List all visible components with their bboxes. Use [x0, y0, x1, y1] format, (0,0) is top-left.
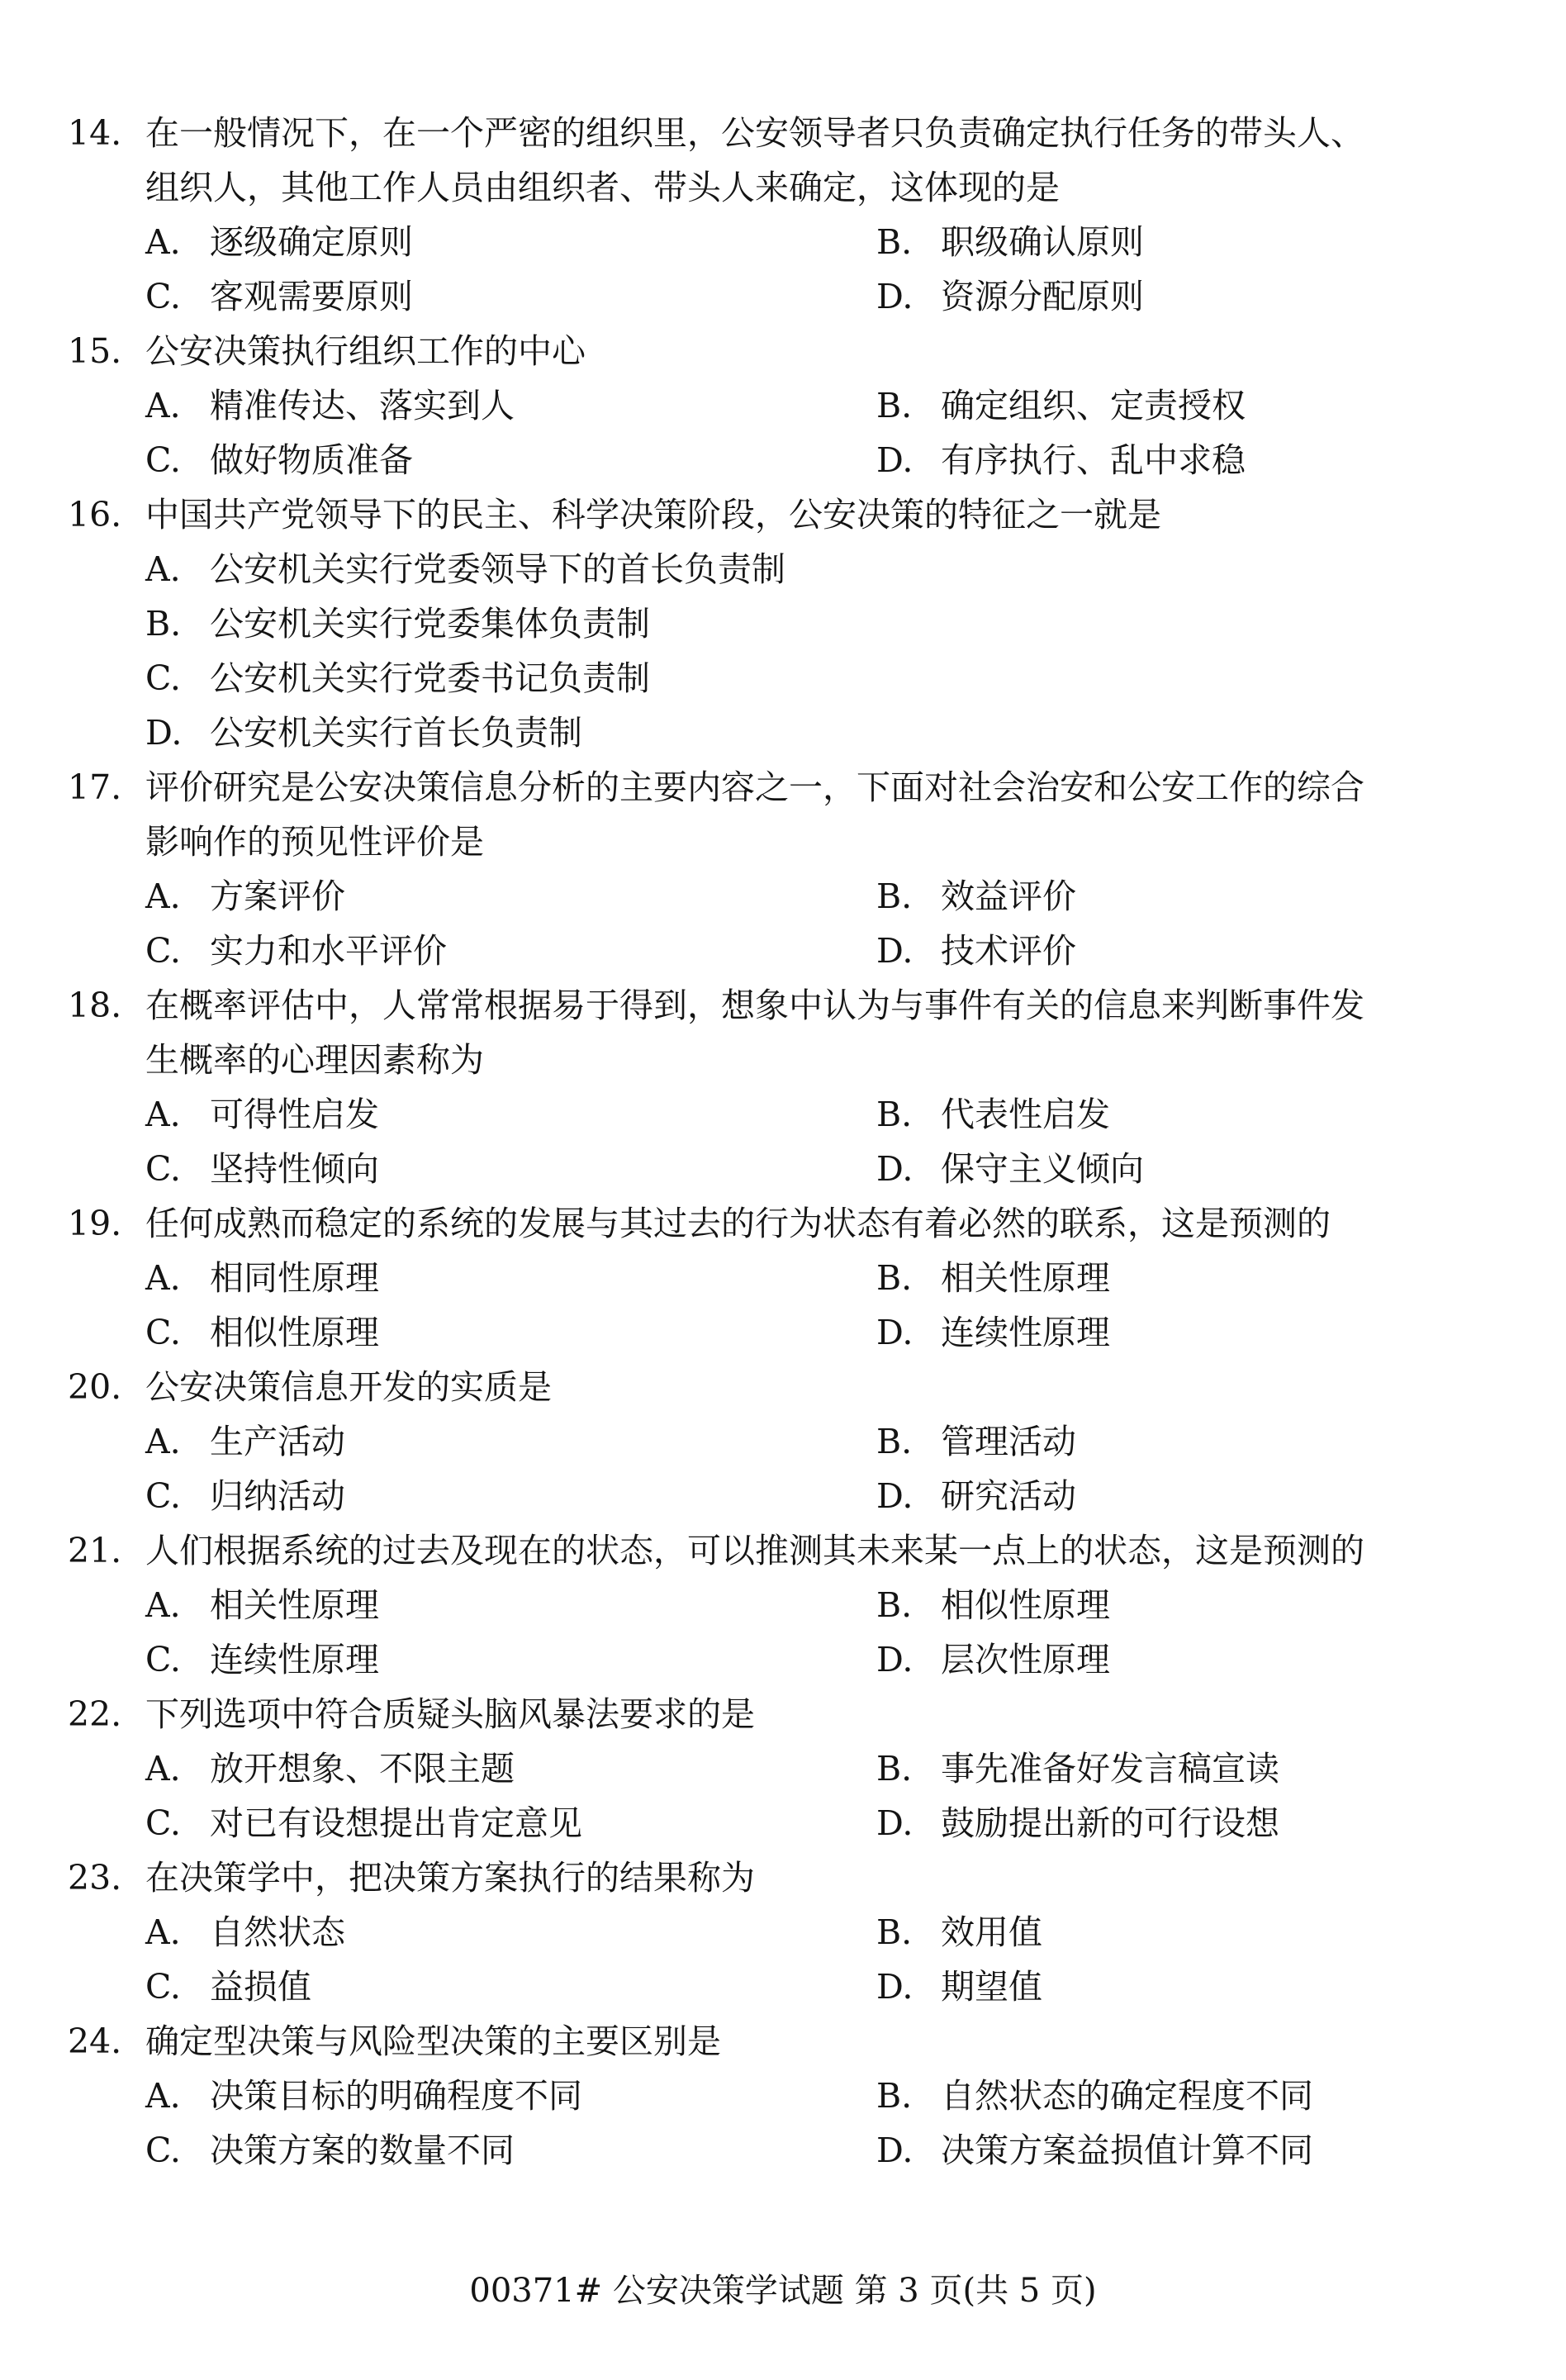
- option-text: 益损值: [210, 1967, 311, 2007]
- answer-option: [145, 705, 1467, 760]
- option-text: 客观需要原则: [210, 277, 413, 316]
- option-text: 生产活动: [210, 1422, 345, 1461]
- option-list: [145, 2069, 1472, 2178]
- answer-option: [145, 651, 1467, 705]
- option-list: [145, 869, 1472, 978]
- option-letter: D.: [876, 931, 914, 971]
- question-number: 17.: [68, 767, 122, 807]
- option-letter: D.: [876, 277, 914, 316]
- option-text: 相似性原理: [210, 1313, 379, 1352]
- option-text: 层次性原理: [941, 1640, 1110, 1679]
- option-letter: D.: [876, 2131, 914, 2170]
- question-stem: [68, 106, 1472, 215]
- answer-option: [876, 2069, 1504, 2123]
- question-text-line: 生概率的心理因素称为: [145, 1040, 484, 1080]
- answer-option: [876, 1414, 1504, 1469]
- question-number: 19.: [68, 1204, 122, 1243]
- option-text: 精准传达、落实到人: [210, 386, 515, 425]
- option-letter: A.: [145, 876, 181, 916]
- question-number: 24.: [68, 2021, 122, 2061]
- option-letter: C.: [145, 1476, 181, 1516]
- option-text: 自然状态: [210, 1912, 345, 1952]
- question-text-line: 中国共产党领导下的民主、科学决策阶段，公安决策的特征之一就是: [145, 495, 1161, 534]
- option-text: 确定组织、定责授权: [941, 386, 1246, 425]
- question-text-line: 任何成熟而稳定的系统的发展与其过去的行为状态有着必然的联系，这是预测的: [145, 1204, 1331, 1243]
- question-number: 18.: [68, 986, 122, 1025]
- question-stem: [68, 1523, 1472, 1578]
- option-letter: D.: [876, 1640, 914, 1679]
- option-letter: B.: [876, 222, 913, 262]
- option-letter: B.: [876, 1912, 913, 1952]
- question-item: [68, 106, 1472, 324]
- option-text: 公安机关实行党委集体负责制: [210, 604, 650, 644]
- option-letter: A.: [145, 1585, 181, 1625]
- option-text: 效用值: [941, 1912, 1042, 1952]
- option-text: 资源分配原则: [941, 277, 1144, 316]
- question-number: 14.: [68, 113, 122, 153]
- question-item: [68, 2014, 1472, 2178]
- question-text-line: 组织人，其他工作人员由组织者、带头人来确定，这体现的是: [145, 168, 1060, 207]
- question-item: [68, 760, 1472, 978]
- question-text: [145, 106, 1472, 215]
- option-letter: A.: [145, 2076, 181, 2116]
- question-text-line: 公安决策信息开发的实质是: [145, 1367, 552, 1407]
- option-letter: B.: [876, 876, 913, 916]
- question-stem: [68, 1850, 1472, 1905]
- option-text: 相似性原理: [941, 1585, 1110, 1625]
- option-list: [145, 1251, 1472, 1360]
- option-letter: D.: [876, 1313, 914, 1352]
- option-letter: C.: [145, 658, 181, 698]
- option-letter: C.: [145, 2131, 181, 2170]
- answer-option: [876, 1905, 1504, 1960]
- question-stem: [68, 487, 1472, 542]
- option-letter: C.: [145, 1967, 181, 2007]
- answer-option: [876, 1469, 1504, 1523]
- option-letter: D.: [876, 1476, 914, 1516]
- option-letter: D.: [876, 1967, 914, 2007]
- option-letter: A.: [145, 1095, 181, 1134]
- question-item: [68, 1850, 1472, 2014]
- option-list: [145, 1414, 1472, 1523]
- question-text: [145, 1687, 1472, 1741]
- option-text: 管理活动: [941, 1422, 1076, 1461]
- answer-option: [145, 924, 876, 978]
- option-text: 相关性原理: [210, 1585, 379, 1625]
- answer-option: [145, 269, 876, 324]
- question-number: 16.: [68, 495, 122, 534]
- question-stem: [68, 760, 1472, 869]
- question-item: [68, 487, 1472, 760]
- answer-option: [145, 378, 876, 433]
- option-text: 决策目标的明确程度不同: [210, 2076, 582, 2116]
- option-text: 连续性原理: [210, 1640, 379, 1679]
- option-text: 有序执行、乱中求稳: [941, 440, 1246, 480]
- answer-option: [145, 433, 876, 487]
- answer-option: [876, 269, 1504, 324]
- option-text: 决策方案益损值计算不同: [941, 2131, 1313, 2170]
- option-letter: C.: [145, 277, 181, 316]
- option-letter: B.: [876, 386, 913, 425]
- option-letter: C.: [145, 440, 181, 480]
- option-text: 相同性原理: [210, 1258, 379, 1298]
- option-list: [145, 215, 1472, 324]
- question-text-line: 人们根据系统的过去及现在的状态，可以推测其未来某一点上的状态，这是预测的: [145, 1531, 1364, 1570]
- option-list: [145, 1741, 1472, 1850]
- option-list: [145, 1578, 1472, 1687]
- question-number: 15.: [68, 331, 122, 371]
- question-number: 22.: [68, 1694, 122, 1734]
- option-text: 事先准备好发言稿宣读: [941, 1749, 1279, 1789]
- answer-option: [876, 2123, 1504, 2178]
- option-letter: C.: [145, 1640, 181, 1679]
- question-item: [68, 1360, 1472, 1523]
- option-list: [145, 1087, 1472, 1196]
- answer-option: [145, 1469, 876, 1523]
- answer-option: [145, 1414, 876, 1469]
- answer-option: [876, 1741, 1504, 1796]
- option-text: 坚持性倾向: [210, 1149, 379, 1189]
- question-text-line: 在概率评估中，人常常根据易于得到，想象中认为与事件有关的信息来判断事件发: [145, 986, 1364, 1025]
- question-number: 20.: [68, 1367, 122, 1407]
- option-list: [145, 1905, 1472, 2014]
- option-letter: B.: [876, 1095, 913, 1134]
- question-item: [68, 1523, 1472, 1687]
- question-item: [68, 1687, 1472, 1850]
- question-stem: [68, 2014, 1472, 2069]
- option-text: 归纳活动: [210, 1476, 345, 1516]
- question-text: [145, 978, 1472, 1087]
- question-text-line: 下列选项中符合质疑头脑风暴法要求的是: [145, 1694, 755, 1734]
- answer-option: [876, 1796, 1504, 1850]
- answer-option: [145, 1305, 876, 1360]
- answer-option: [145, 215, 876, 269]
- option-letter: D.: [876, 1149, 914, 1189]
- option-letter: A.: [145, 549, 181, 589]
- answer-option: [145, 2069, 876, 2123]
- option-text: 对已有设想提出肯定意见: [210, 1803, 582, 1843]
- option-letter: A.: [145, 386, 181, 425]
- answer-option: [876, 1251, 1504, 1305]
- question-text: [145, 760, 1472, 869]
- option-letter: A.: [145, 1749, 181, 1789]
- question-item: [68, 324, 1472, 487]
- question-number: 23.: [68, 1858, 122, 1898]
- question-text-line: 影响作的预见性评价是: [145, 822, 484, 862]
- answer-option: [145, 1741, 876, 1796]
- option-text: 期望值: [941, 1967, 1042, 2007]
- answer-option: [876, 1632, 1504, 1687]
- answer-option: [145, 1632, 876, 1687]
- option-text: 技术评价: [941, 931, 1076, 971]
- question-text: [145, 324, 1472, 378]
- option-text: 自然状态的确定程度不同: [941, 2076, 1313, 2116]
- question-number: 21.: [68, 1531, 122, 1570]
- answer-option: [145, 1251, 876, 1305]
- page-footer: 00371# 公安决策学试题 第 3 页(共 5 页): [469, 2272, 1097, 2310]
- answer-option: [145, 596, 1467, 651]
- question-item: [68, 1196, 1472, 1360]
- option-text: 方案评价: [210, 876, 345, 916]
- question-text: [145, 1360, 1472, 1414]
- question-text: [145, 487, 1472, 542]
- answer-option: [145, 1578, 876, 1632]
- answer-option: [876, 215, 1504, 269]
- option-letter: A.: [145, 1912, 181, 1952]
- answer-option: [145, 542, 1467, 596]
- option-text: 公安机关实行首长负责制: [210, 713, 582, 753]
- option-letter: C.: [145, 1313, 181, 1352]
- option-letter: A.: [145, 1258, 181, 1298]
- option-text: 保守主义倾向: [941, 1149, 1144, 1189]
- question-text-line: 在一般情况下，在一个严密的组织里，公安领导者只负责确定执行任务的带头人、: [145, 113, 1364, 153]
- answer-option: [876, 1578, 1504, 1632]
- answer-option: [876, 1087, 1504, 1142]
- answer-option: [876, 869, 1504, 924]
- question-text-line: 公安决策执行组织工作的中心: [145, 331, 586, 371]
- answer-option: [876, 1960, 1504, 2014]
- option-text: 职级确认原则: [941, 222, 1144, 262]
- answer-option: [145, 869, 876, 924]
- option-letter: C.: [145, 1149, 181, 1189]
- option-text: 鼓励提出新的可行设想: [941, 1803, 1279, 1843]
- question-stem: [68, 1687, 1472, 1741]
- option-text: 相关性原理: [941, 1258, 1110, 1298]
- option-text: 效益评价: [941, 876, 1076, 916]
- question-text: [145, 1196, 1472, 1251]
- option-letter: A.: [145, 222, 181, 262]
- option-letter: C.: [145, 1803, 181, 1843]
- option-text: 决策方案的数量不同: [210, 2131, 515, 2170]
- answer-option: [876, 924, 1504, 978]
- question-stem: [68, 324, 1472, 378]
- option-letter: B.: [876, 1422, 913, 1461]
- option-text: 逐级确定原则: [210, 222, 413, 262]
- option-text: 放开想象、不限主题: [210, 1749, 515, 1789]
- question-item: [68, 978, 1472, 1196]
- option-letter: B.: [876, 1585, 913, 1625]
- option-letter: B.: [876, 2076, 913, 2116]
- question-stem: [68, 1196, 1472, 1251]
- option-list: [145, 542, 1472, 760]
- option-letter: B.: [876, 1258, 913, 1298]
- answer-option: [876, 1305, 1504, 1360]
- question-text-line: 评价研究是公安决策信息分析的主要内容之一，下面对社会治安和公安工作的综合: [145, 767, 1364, 807]
- answer-option: [145, 1905, 876, 1960]
- option-text: 做好物质准备: [210, 440, 413, 480]
- option-text: 代表性启发: [941, 1095, 1110, 1134]
- answer-option: [145, 1142, 876, 1196]
- option-text: 可得性启发: [210, 1095, 379, 1134]
- question-stem: [68, 978, 1472, 1087]
- option-text: 连续性原理: [941, 1313, 1110, 1352]
- option-letter: A.: [145, 1422, 181, 1461]
- question-stem: [68, 1360, 1472, 1414]
- option-letter: D.: [145, 713, 183, 753]
- answer-option: [145, 2123, 876, 2178]
- option-letter: B.: [145, 604, 182, 644]
- answer-option: [145, 1960, 876, 2014]
- answer-option: [145, 1087, 876, 1142]
- answer-option: [876, 1142, 1504, 1196]
- question-text-line: 确定型决策与风险型决策的主要区别是: [145, 2021, 721, 2061]
- option-letter: D.: [876, 1803, 914, 1843]
- question-list: [68, 106, 1472, 2178]
- question-text: [145, 1523, 1472, 1578]
- option-text: 公安机关实行党委领导下的首长负责制: [210, 549, 785, 589]
- option-list: [145, 378, 1472, 487]
- option-text: 公安机关实行党委书记负责制: [210, 658, 650, 698]
- answer-option: [145, 1796, 876, 1850]
- question-text: [145, 2014, 1472, 2069]
- option-letter: D.: [876, 440, 914, 480]
- question-text: [145, 1850, 1472, 1905]
- question-text-line: 在决策学中，把决策方案执行的结果称为: [145, 1858, 755, 1898]
- answer-option: [876, 433, 1504, 487]
- option-letter: C.: [145, 931, 181, 971]
- option-text: 研究活动: [941, 1476, 1076, 1516]
- option-letter: B.: [876, 1749, 913, 1789]
- answer-option: [876, 378, 1504, 433]
- option-text: 实力和水平评价: [210, 931, 447, 971]
